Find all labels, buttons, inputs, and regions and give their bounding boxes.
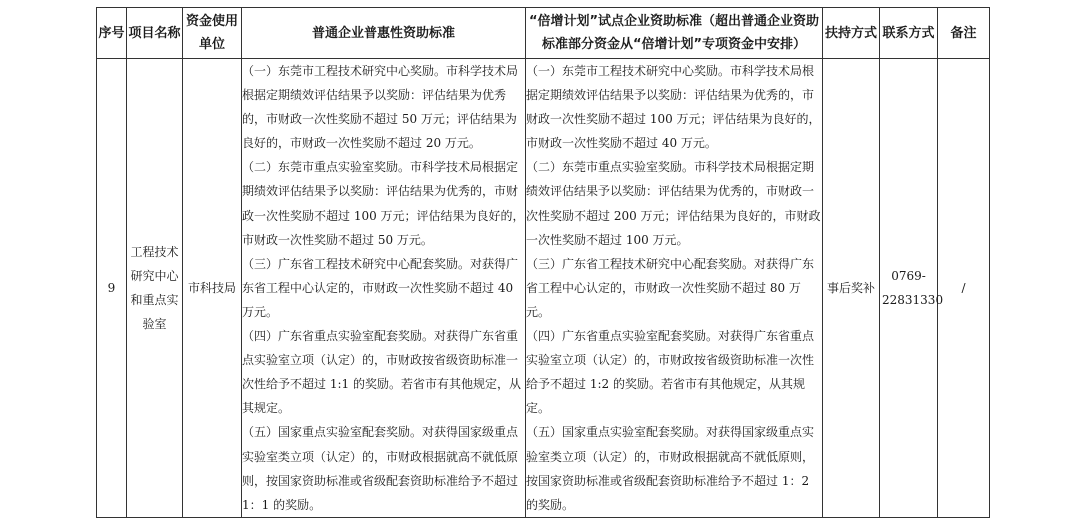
header-contact: 联系方式 — [880, 8, 938, 59]
normal-item: （一）东莞市工程技术研究中心奖励。市科学技术局根据定期绩效评估结果予以奖励：评估结果为优秀的，市财政一次性奖励不超过 50 万元；评估结果为良好的，市财政一次性奖励不超过 20 万元。 — [242, 64, 519, 151]
pilot-item: （五）国家重点实验室配套奖励。对获得国家级重点实验室类立项（认定）的，市财政根据就高不就低原则，按国家资助标准或省级配套资助标准给予不超过 1：2 的奖励。 — [526, 425, 815, 512]
row-seq: 9 — [97, 59, 127, 518]
header-normal-standard: 普通企业普惠性资助标准 — [242, 8, 526, 59]
header-seq: 序号 — [97, 8, 127, 59]
normal-item: （二）东莞市重点实验室奖励。市科学技术局根据定期绩效评估结果予以奖励：评估结果为优秀的，市财政一次性奖励不超过 100 万元；评估结果为良好的，市财政一次性奖励不超过 50 万元。 — [242, 160, 525, 247]
header-row — [97, 8, 990, 59]
row-contact: 0769-22831330 — [880, 59, 938, 518]
row-pilot-standard — [526, 59, 823, 518]
row-unit: 市科技局 — [183, 59, 242, 518]
row-project: 工程技术研究中心和重点实验室 — [127, 59, 183, 518]
normal-item: （三）广东省工程技术研究中心配套奖励。对获得广东省工程中心认定的，市财政一次性奖励不超过 40 万元。 — [242, 256, 519, 319]
pilot-item: （一）东莞市工程技术研究中心奖励。市科学技术局根据定期绩效评估结果予以奖励：评估结果为优秀的，市财政一次性奖励不超过 100 万元；评估结果为良好的，市财政一次性奖励不超过 40 万元。 — [526, 64, 821, 151]
funding-standard-table — [96, 7, 990, 518]
normal-item: （四）广东省重点实验室配套奖励。对获得广东省重点实验室立项（认定）的，市财政按省级资助标准一次性给予不超过 1:1 的奖励。若省市有其他规定，从其规定。 — [242, 329, 521, 416]
row-normal-standard — [242, 59, 526, 518]
table-row — [97, 59, 990, 518]
row-support: 事后奖补 — [823, 59, 880, 518]
pilot-item: （四）广东省重点实验室配套奖励。对获得广东省重点实验室立项（认定）的，市财政按省级资助标准一次性给予不超过 1:2 的奖励。若省市有其他规定，从其规定。 — [526, 329, 815, 416]
header-support: 扶持方式 — [823, 8, 880, 59]
pilot-item: （三）广东省工程技术研究中心配套奖励。对获得广东省工程中心认定的，市财政一次性奖励不超过 80 万元。 — [526, 256, 815, 319]
pilot-item: （二）东莞市重点实验室奖励。市科学技术局根据定期绩效评估结果予以奖励：评估结果为优秀的，市财政一次性奖励不超过 200 万元；评估结果为良好的，市财政一次性奖励不超过 100 万元。 — [526, 160, 821, 247]
header-remark: 备注 — [938, 8, 990, 59]
header-project: 项目名称 — [127, 8, 183, 59]
normal-item: （五）国家重点实验室配套奖励。对获得国家级重点实验室类立项（认定）的，市财政根据就高不就低原则，按国家资助标准或省级配套资助标准给予不超过 1：1 的奖励。 — [242, 425, 519, 512]
header-pilot-standard: “倍增计划”试点企业资助标准（超出普通企业资助标准部分资金从“倍增计划”专项资金中安排） — [526, 8, 823, 59]
header-unit: 资金使用单位 — [183, 8, 242, 59]
row-remark: / — [938, 59, 990, 518]
